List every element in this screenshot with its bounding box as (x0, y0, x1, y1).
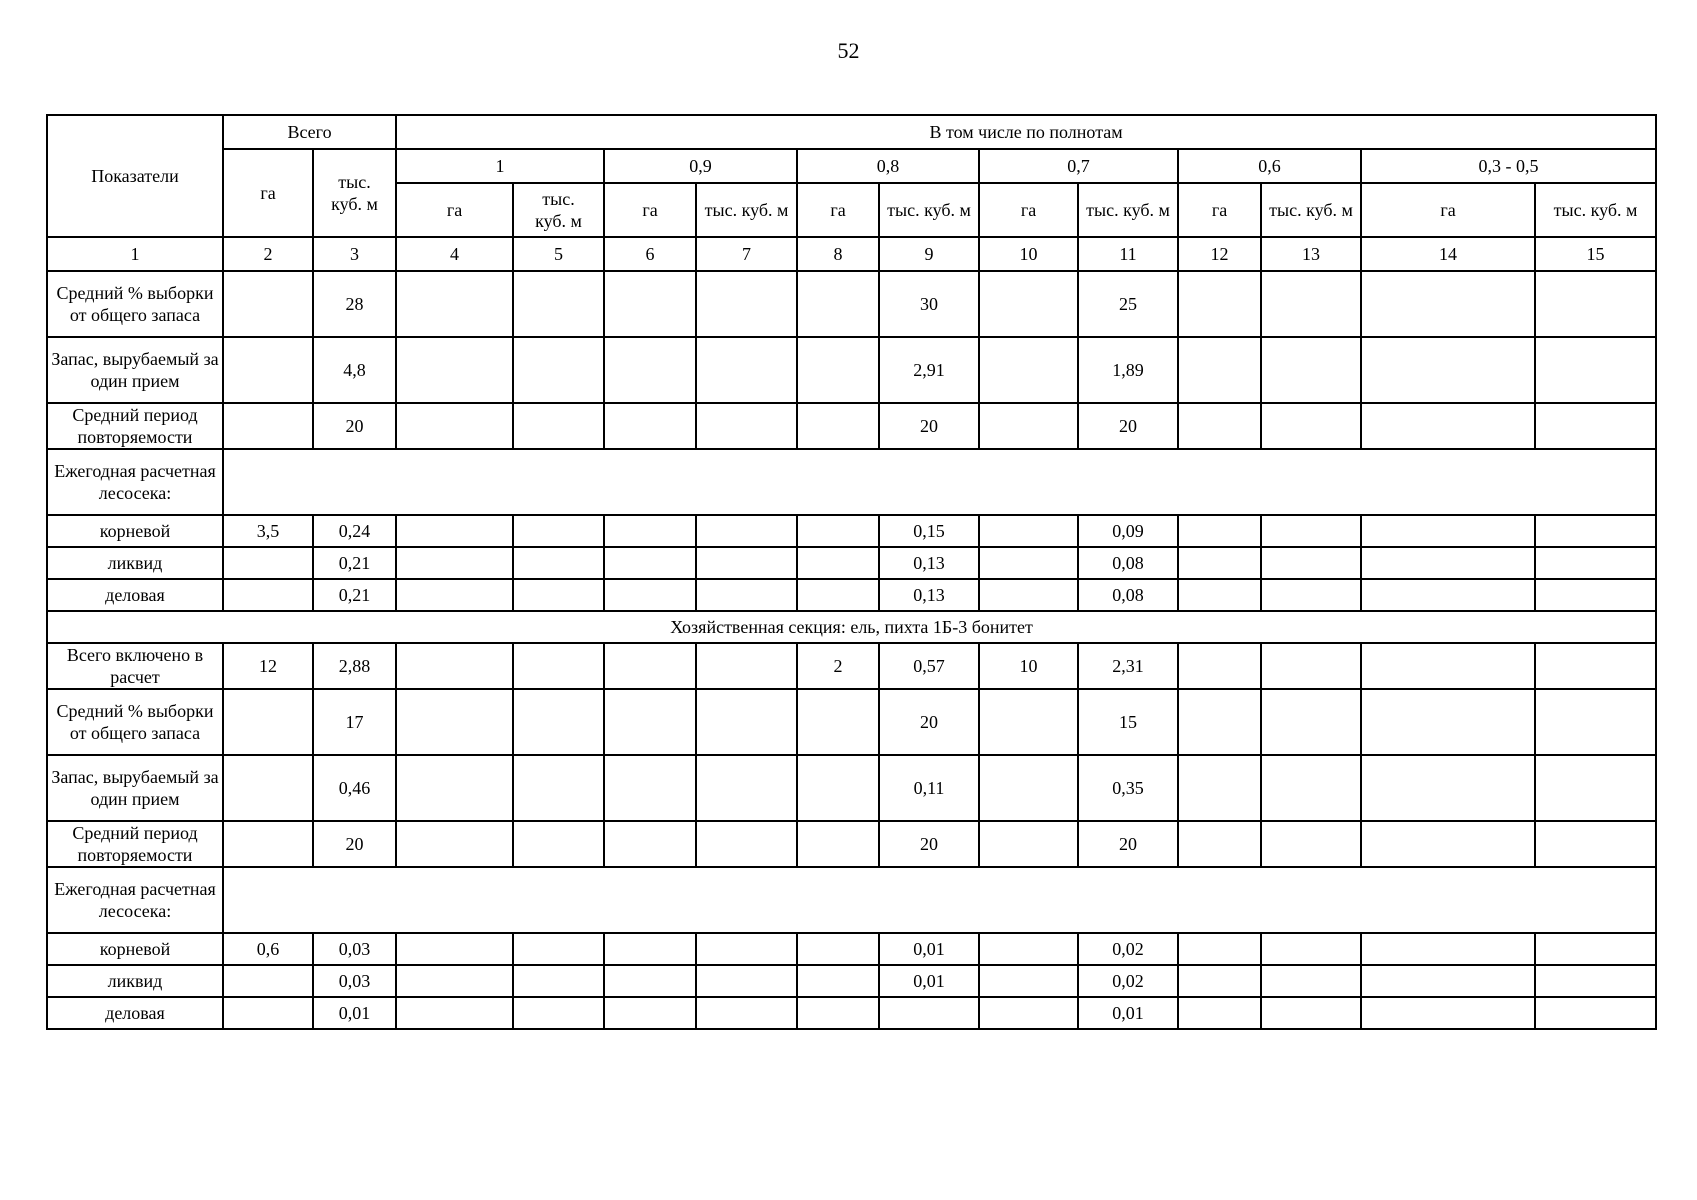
table-cell (1535, 821, 1656, 867)
row-label: корневой (47, 515, 223, 547)
table-cell (604, 997, 696, 1029)
table-cell (223, 755, 313, 821)
table-cell (513, 755, 604, 821)
table-cell (513, 337, 604, 403)
table-cell: 2 (797, 643, 879, 689)
table-cell: 4,8 (313, 337, 396, 403)
table-row (47, 689, 1656, 755)
row-label: ликвид (47, 965, 223, 997)
table-cell (1178, 821, 1261, 867)
table-cell (1361, 579, 1535, 611)
table-cell: 0,13 (879, 547, 979, 579)
table-cell (513, 579, 604, 611)
table-cell (1361, 821, 1535, 867)
table-cell (223, 403, 313, 449)
table-cell (1261, 689, 1361, 755)
table-cell (1261, 579, 1361, 611)
table-cell (513, 965, 604, 997)
table-cell (513, 997, 604, 1029)
table-cell (1178, 965, 1261, 997)
table-cell (396, 933, 513, 965)
table-cell (223, 965, 313, 997)
table-row (47, 403, 1656, 449)
column-number: 1 (47, 237, 223, 271)
table-cell: 0,21 (313, 547, 396, 579)
table-cell (979, 755, 1078, 821)
table-cell (696, 689, 797, 755)
table-cell (797, 689, 879, 755)
column-number: 12 (1178, 237, 1261, 271)
table-cell (396, 403, 513, 449)
column-number-row (47, 237, 1656, 271)
subheader-volume: тыс. куб. м (879, 183, 979, 237)
table-cell (1361, 337, 1535, 403)
table-cell (604, 515, 696, 547)
table-cell (696, 515, 797, 547)
table-row (47, 337, 1656, 403)
table-cell (1535, 965, 1656, 997)
table-cell (797, 965, 879, 997)
row-label: Ежегодная расчетная лесосека: (47, 867, 223, 933)
table-cell: 0,24 (313, 515, 396, 547)
table-cell (513, 271, 604, 337)
column-number: 10 (979, 237, 1078, 271)
row-label: Запас, вырубаемый за один прием (47, 755, 223, 821)
table-cell (513, 933, 604, 965)
subheader-volume: тыс. куб. м (696, 183, 797, 237)
table-cell (1361, 689, 1535, 755)
table-cell (1178, 689, 1261, 755)
table-cell: 0,21 (313, 579, 396, 611)
page-number: 52 (837, 38, 860, 63)
table-cell (604, 271, 696, 337)
table-cell (1178, 547, 1261, 579)
table-row (47, 821, 1656, 867)
table-cell (396, 271, 513, 337)
column-number: 14 (1361, 237, 1535, 271)
table-cell (879, 997, 979, 1029)
table-cell (1361, 271, 1535, 337)
table-row (47, 755, 1656, 821)
table-cell (979, 965, 1078, 997)
column-number: 11 (1078, 237, 1178, 271)
table-cell: 0,01 (1078, 997, 1178, 1029)
table-cell (1535, 997, 1656, 1029)
table-cell: 0,35 (1078, 755, 1178, 821)
column-number: 8 (797, 237, 879, 271)
subheader-volume: тыс. куб. м (513, 183, 604, 237)
table-cell: 10 (979, 643, 1078, 689)
table-cell (1361, 643, 1535, 689)
table-cell (979, 515, 1078, 547)
table-row (47, 579, 1656, 611)
row-label: Средний период повторяемости (47, 821, 223, 867)
table-cell: 3,5 (223, 515, 313, 547)
table-cell (979, 997, 1078, 1029)
column-number: 15 (1535, 237, 1656, 271)
header-density-0-9: 0,9 (604, 149, 797, 183)
table-cell: 0,01 (879, 933, 979, 965)
column-number: 9 (879, 237, 979, 271)
table-cell (513, 403, 604, 449)
table-cell (696, 965, 797, 997)
header-density-0-6: 0,6 (1178, 149, 1361, 183)
table-cell (1361, 933, 1535, 965)
table-cell (696, 337, 797, 403)
table-cell (604, 579, 696, 611)
table-cell (797, 997, 879, 1029)
table-cell (1261, 403, 1361, 449)
table-cell (979, 403, 1078, 449)
table-cell (696, 821, 797, 867)
table-cell: 0,02 (1078, 933, 1178, 965)
table-row (47, 965, 1656, 997)
subheader-volume: тыс. куб. м (1261, 183, 1361, 237)
table-cell: 20 (1078, 403, 1178, 449)
table-cell (1361, 965, 1535, 997)
table-cell (396, 755, 513, 821)
table-cell (1261, 965, 1361, 997)
table-cell (1535, 271, 1656, 337)
header-density-0-3-0-5: 0,3 - 0,5 (1361, 149, 1656, 183)
table-cell (1361, 515, 1535, 547)
table-cell (1178, 515, 1261, 547)
table-row (47, 547, 1656, 579)
table-cell (1535, 547, 1656, 579)
header-density-0-7: 0,7 (979, 149, 1178, 183)
table-cell: 0,46 (313, 755, 396, 821)
section-title-row (47, 611, 1656, 643)
table-cell (1178, 579, 1261, 611)
table-cell: 0,6 (223, 933, 313, 965)
header-total: Всего (223, 115, 396, 149)
table-cell (1261, 271, 1361, 337)
header-row-2 (47, 149, 1656, 183)
subheader-ha: га (979, 183, 1078, 237)
table-cell (604, 933, 696, 965)
subheader-volume: тыс. куб. м (1535, 183, 1656, 237)
table-cell (1361, 547, 1535, 579)
table-cell (797, 337, 879, 403)
row-label: деловая (47, 997, 223, 1029)
table-cell: 17 (313, 689, 396, 755)
row-label: ликвид (47, 547, 223, 579)
column-number: 7 (696, 237, 797, 271)
table-cell (513, 547, 604, 579)
table-cell (396, 547, 513, 579)
table-cell (696, 933, 797, 965)
table-cell (1178, 271, 1261, 337)
table-row (47, 643, 1656, 689)
header-by-density: В том числе по полнотам (396, 115, 1656, 149)
row-label: Запас, вырубаемый за один прием (47, 337, 223, 403)
table-cell (513, 515, 604, 547)
row-label: Средний % выборки от общего запаса (47, 689, 223, 755)
table-cell: 0,13 (879, 579, 979, 611)
row-label: Ежегодная расчетная лесосека: (47, 449, 223, 515)
column-number: 4 (396, 237, 513, 271)
table-cell (223, 689, 313, 755)
table-cell: 0,11 (879, 755, 979, 821)
table-cell (1535, 515, 1656, 547)
subheader-ha: га (1178, 183, 1261, 237)
table-cell (1261, 997, 1361, 1029)
table-cell (1361, 997, 1535, 1029)
table-cell (396, 821, 513, 867)
table-cell (604, 965, 696, 997)
table-cell (1261, 515, 1361, 547)
table-cell (604, 337, 696, 403)
table-cell: 2,31 (1078, 643, 1178, 689)
table-cell: 0,57 (879, 643, 979, 689)
subheader-ha: га (1361, 183, 1535, 237)
table-cell (1261, 755, 1361, 821)
table-cell: 0,09 (1078, 515, 1178, 547)
table-cell (1261, 547, 1361, 579)
row-label: деловая (47, 579, 223, 611)
table-cell (396, 689, 513, 755)
row-label: Средний % выборки от общего запаса (47, 271, 223, 337)
subheader-ha: га (797, 183, 879, 237)
table-cell: 20 (879, 689, 979, 755)
subheader-ha: га (604, 183, 696, 237)
table-row (47, 867, 1656, 933)
table-cell (797, 403, 879, 449)
table-cell (797, 821, 879, 867)
table-cell (604, 821, 696, 867)
table-cell: 20 (879, 821, 979, 867)
header-density-0-8: 0,8 (797, 149, 979, 183)
table-cell (696, 643, 797, 689)
table-cell (797, 547, 879, 579)
table-cell (1178, 997, 1261, 1029)
table-cell: 12 (223, 643, 313, 689)
section-title: Хозяйственная секция: ель, пихта 1Б-3 бонитет (47, 611, 1656, 643)
table-cell (696, 755, 797, 821)
table-cell (1261, 337, 1361, 403)
column-number: 13 (1261, 237, 1361, 271)
table-cell (1261, 821, 1361, 867)
table-cell (223, 997, 313, 1029)
table-row (47, 933, 1656, 965)
table-cell (604, 755, 696, 821)
header-row-1 (47, 115, 1656, 149)
row-label: Средний период повторяемости (47, 403, 223, 449)
table-cell (223, 547, 313, 579)
table-cell (1535, 337, 1656, 403)
table-cell: 20 (313, 403, 396, 449)
table-cell (396, 337, 513, 403)
header-density-1: 1 (396, 149, 604, 183)
table-cell: 1,89 (1078, 337, 1178, 403)
table-cell (396, 643, 513, 689)
table-cell (1261, 933, 1361, 965)
table-cell: 0,08 (1078, 579, 1178, 611)
table-cell (396, 515, 513, 547)
table-cell (1535, 579, 1656, 611)
table-cell (513, 643, 604, 689)
table-cell (797, 515, 879, 547)
table-cell: 25 (1078, 271, 1178, 337)
table-cell (1261, 643, 1361, 689)
table-cell (1535, 403, 1656, 449)
table-cell: 28 (313, 271, 396, 337)
row-label: корневой (47, 933, 223, 965)
table-cell: 2,88 (313, 643, 396, 689)
table-cell (1178, 933, 1261, 965)
header-indicators: Показатели (47, 115, 223, 237)
table-cell (223, 579, 313, 611)
table-cell (696, 547, 797, 579)
table-cell (979, 933, 1078, 965)
table-cell (979, 271, 1078, 337)
row-label: Всего включено в расчет (47, 643, 223, 689)
table-cell: 30 (879, 271, 979, 337)
table-cell (513, 821, 604, 867)
table-cell (1178, 403, 1261, 449)
table-cell: 0,01 (879, 965, 979, 997)
table-cell (396, 579, 513, 611)
table-cell (696, 579, 797, 611)
table-cell (223, 821, 313, 867)
table-cell: 0,03 (313, 965, 396, 997)
table-cell (797, 579, 879, 611)
table-cell: 20 (879, 403, 979, 449)
table-cell (1361, 403, 1535, 449)
header-total-ha: га (223, 149, 313, 237)
subheader-volume: тыс. куб. м (1078, 183, 1178, 237)
table-cell (1361, 755, 1535, 821)
table-cell (1535, 689, 1656, 755)
table-cell: 15 (1078, 689, 1178, 755)
table-cell (797, 755, 879, 821)
table-cell (979, 547, 1078, 579)
table-cell: 0,03 (313, 933, 396, 965)
table-cell (1178, 643, 1261, 689)
table-cell: 20 (1078, 821, 1178, 867)
table-cell (979, 579, 1078, 611)
forest-table (46, 114, 1657, 1030)
column-number: 2 (223, 237, 313, 271)
table-row (47, 271, 1656, 337)
table-cell (696, 403, 797, 449)
table-cell (396, 965, 513, 997)
table-cell (696, 997, 797, 1029)
subheader-ha: га (396, 183, 513, 237)
column-number: 6 (604, 237, 696, 271)
table-cell (513, 689, 604, 755)
table-cell (1535, 643, 1656, 689)
table-cell (396, 997, 513, 1029)
column-number: 3 (313, 237, 396, 271)
table-cell: 0,08 (1078, 547, 1178, 579)
table-cell (1178, 755, 1261, 821)
table-cell (604, 403, 696, 449)
table-row (47, 515, 1656, 547)
column-number: 5 (513, 237, 604, 271)
table-row (47, 449, 1656, 515)
table-cell (797, 933, 879, 965)
table-row (47, 997, 1656, 1029)
table-cell (696, 271, 797, 337)
table-cell (604, 643, 696, 689)
table-cell (979, 337, 1078, 403)
table-cell (223, 271, 313, 337)
table-cell: 2,91 (879, 337, 979, 403)
table-cell (604, 689, 696, 755)
table-cell (797, 271, 879, 337)
header-total-volume: тыс. куб. м (313, 149, 396, 237)
table-cell (223, 337, 313, 403)
table-cell: 0,15 (879, 515, 979, 547)
table-cell (979, 689, 1078, 755)
table-cell: 0,01 (313, 997, 396, 1029)
table-cell (604, 547, 696, 579)
table-cell (979, 821, 1078, 867)
merged-cell (223, 449, 1656, 515)
table-cell: 0,02 (1078, 965, 1178, 997)
table-cell (1535, 755, 1656, 821)
table-cell: 20 (313, 821, 396, 867)
table-cell (1178, 337, 1261, 403)
table-cell (1535, 933, 1656, 965)
merged-cell (223, 867, 1656, 933)
